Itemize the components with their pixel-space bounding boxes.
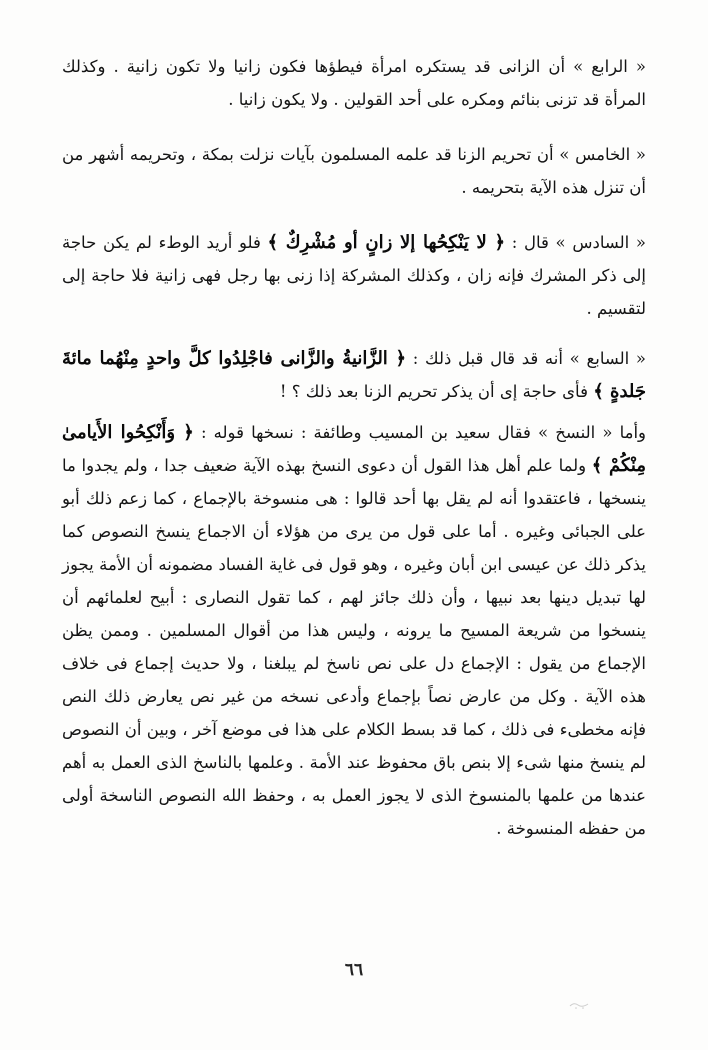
body-text (62, 50, 646, 845)
paragraph-sixth-reason (62, 226, 646, 325)
paragraph-fifth-reason (62, 138, 646, 204)
paragraph-abrogation (62, 416, 646, 845)
quran-verse: ﴿ لا يَنْكِحُها إلا زانٍ أو مُشْرِكٌ ﴾ (267, 232, 506, 253)
paragraph-text: وأما « النسخ » فقال سعيد بن المسيب وطائفة : نسخها قوله : (193, 423, 646, 442)
paragraph-fourth-reason (62, 50, 646, 116)
paragraph-text: فأى حاجة إى أن يذكر تحريم الزنا بعد ذلك ؟ ! (279, 382, 594, 401)
quran-verse: ﴿ الزَّانيةُ والزَّانى فاجْلِدُوا كلَّ واحدٍ مِنْهُما مائةَ جَلدةٍ ﴾ (62, 348, 646, 402)
paragraph-text: « السادس » قال : (505, 233, 646, 252)
quran-verse: ﴿ وَأَنْكِحُوا الأَيامىٰ مِنْكُمْ ﴾ (62, 422, 646, 476)
page-number: ٦٦ (344, 960, 364, 980)
paragraph-text: فلو أريد الوطء لم يكن حاجة إلى ذكر المشرك فإنه زان ، وكذلك المشركة إذا زنى بها رجل فهى زانية فلا حاجة إلى لتقسيم . (62, 233, 646, 318)
paragraph-seventh-reason (62, 342, 646, 408)
paragraph-text: « الخامس » أن تحريم الزنا قد علمه المسلمون بآيات نزلت بمكة ، وتحريمه أشهر من أن تنزل هذه الآية بتحريمه . (62, 145, 646, 197)
paragraph-text: « الرابع » أن الزانى قد يستكره امرأة فيطؤها فكون زانيا ولا تكون زانية . وكذلك المرأة قد تزنى بنائم ومكره على أحد القولين . ولا يكون زانيا . (62, 57, 646, 109)
paragraph-text: « السابع » أنه قد قال قبل ذلك : (406, 349, 646, 368)
ink-smudge-mark (568, 1000, 590, 1010)
paragraph-text: ولما علم أهل هذا القول أن دعوى النسخ بهذه الآية ضعيف جدا ، ولم يجدوا ما ينسخها ، فاعتقدوا أنه لم يقل بها أحد قالوا : هى منسوخة بالإجماع ، كما زعم ذلك أبو على الجبائى وغيره . أما على قول من يرى من هؤلاء أن الاجماع ينسخ النصوص كما يذكر ذلك عن عيسى ابن أبان وغيره ، وهو قول فى غاية الفساد مضمونه أن الأمة يجوز لها تبديل دينها بعد نبيها ، وأن ذلك جائز لهم ، كما تقول النصارى : أبيح لعلمائهم أن ينسخوا من شريعة المسيح ما يرونه ، وليس هذا من أقوال المسلمين . وممن يظن الإجماع من يقول : الإجماع دل على نص ناسخ لم يبلغنا ، ولا حديث إجماع فى خلاف هذه الآية . وكل من عارض نصاً بإجماع وأدعى نسخه من غير نص يعارض ذلك النص فإنه مخطىء فى ذلك ، كما قد بسط الكلام على هذا فى موضع آخر ، وبين أن النصوص لم ينسخ منها شىء إلا بنص باق محفوظ عند الأمة . وعلمها بالناسخ الذى العمل به أهم عندها من علمها بالمنسوخ الذى لا يجوز العمل به ، وحفظ الله النصوص الناسخة أولى من حفظه المنسوخة . (62, 456, 646, 838)
